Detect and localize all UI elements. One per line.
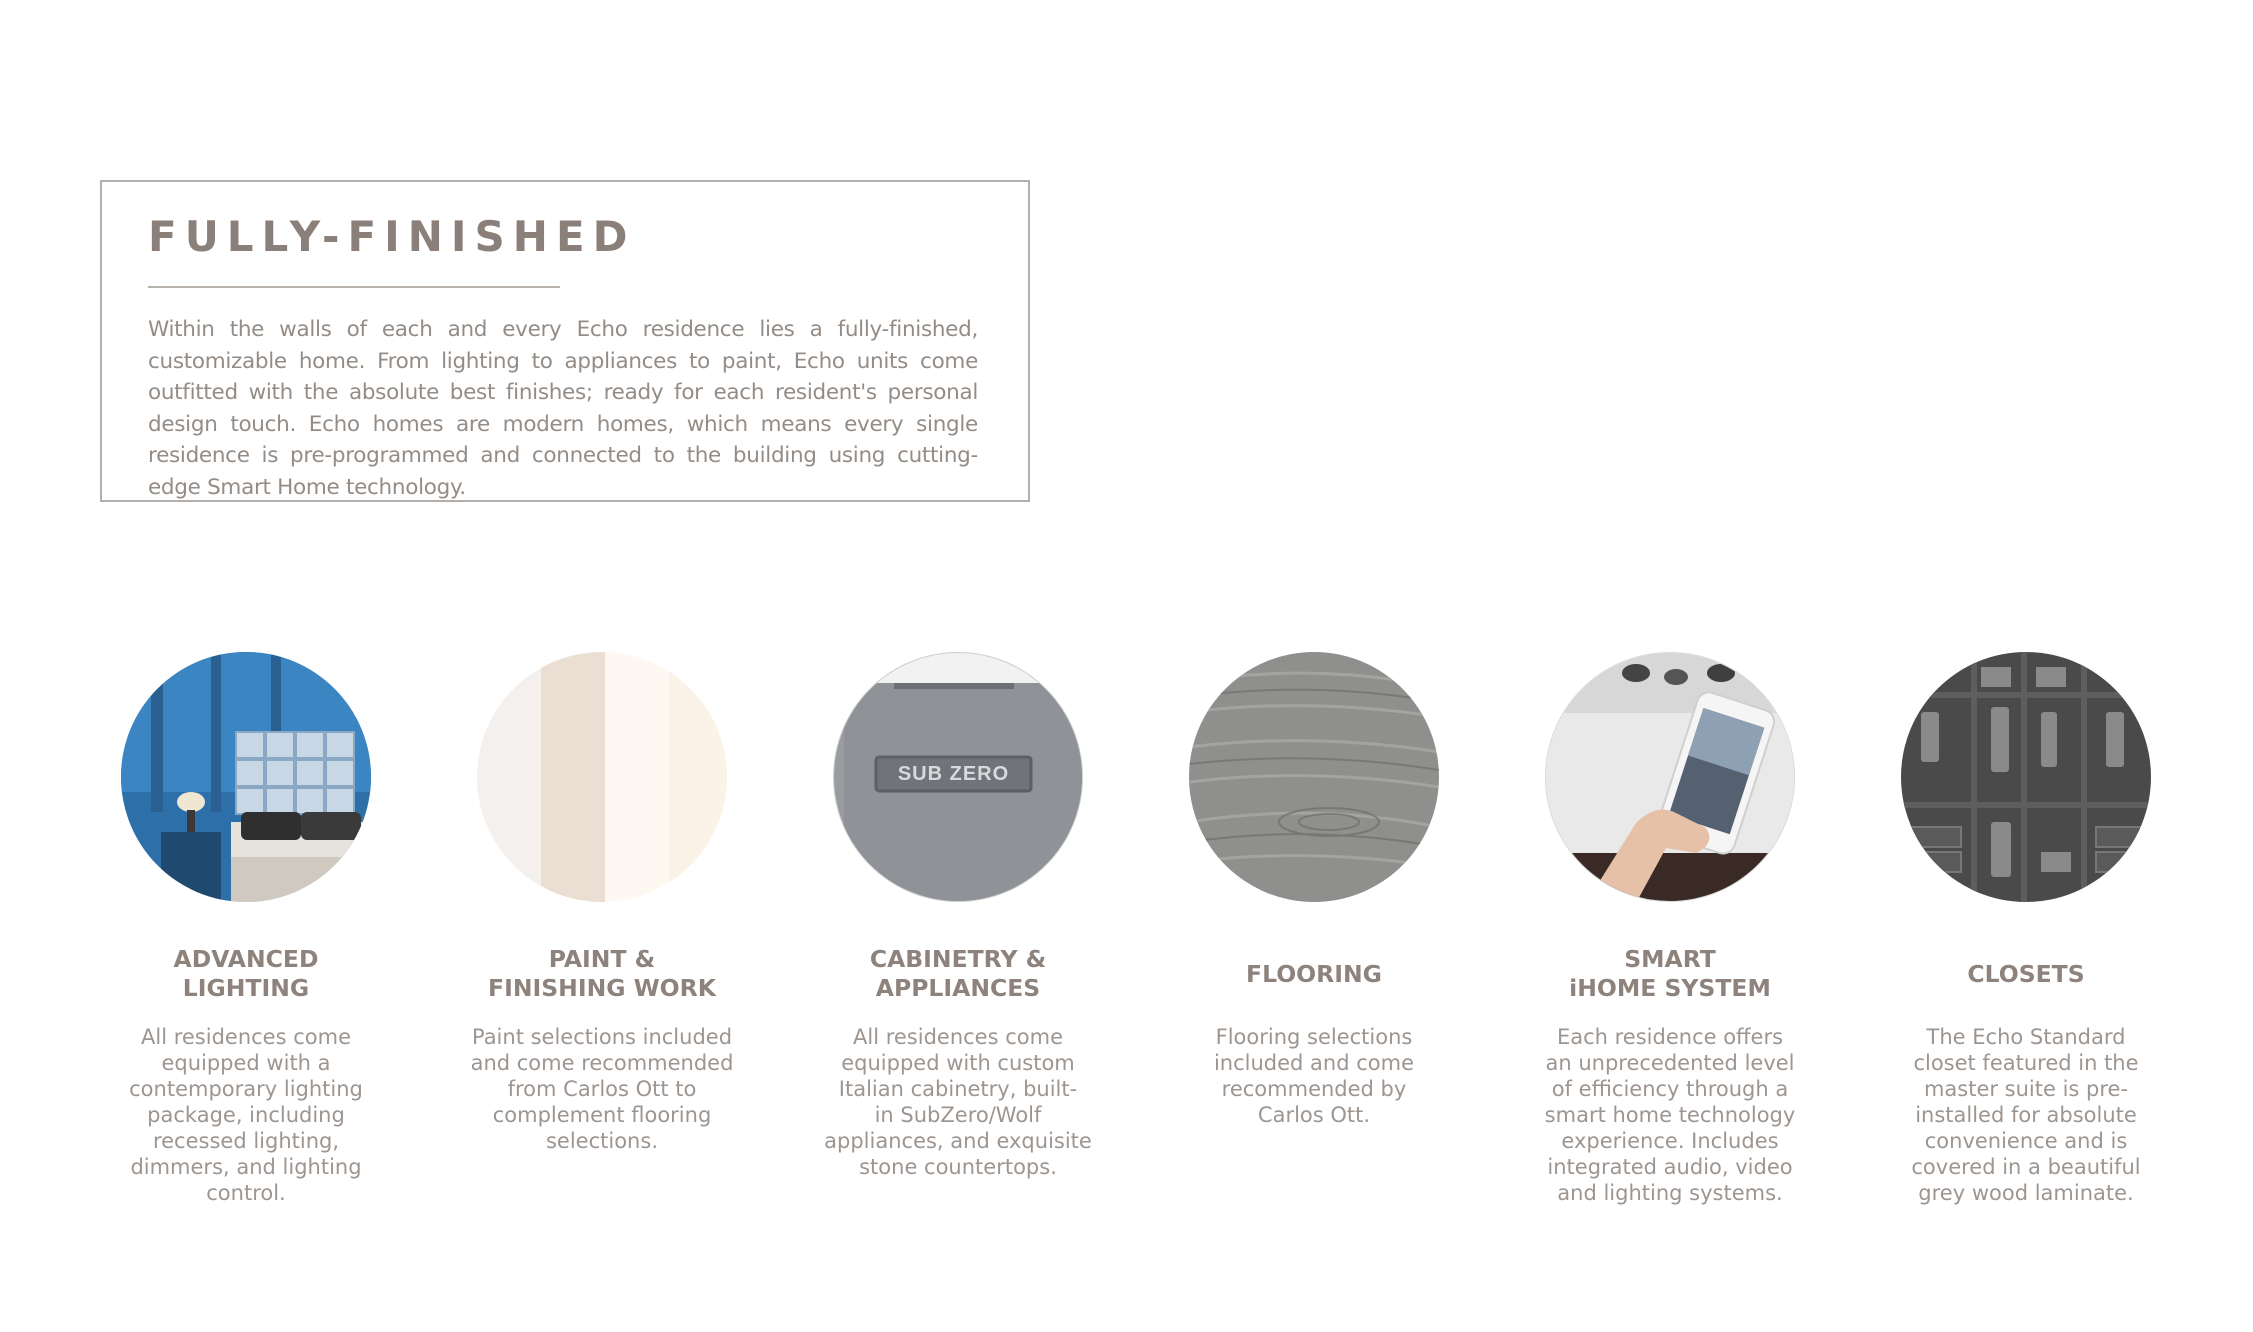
closet-image (1901, 652, 2151, 902)
feature-advanced-lighting (86, 652, 406, 1205)
subzero-appliance-image (833, 652, 1083, 902)
feature-description: All residences come equipped with custom Italian cabinetry, built- in SubZero/Wolf appliances, and exquisite stone countertops. (824, 1025, 1092, 1179)
feature-closets (1866, 652, 2186, 1205)
feature-title: PAINT & FINISHING WORK (488, 945, 716, 1002)
intro-box (100, 180, 1030, 502)
intro-body: Within the walls of each and every Echo residence lies a fully-finished, customizable home. From lighting to appliances to paint, Echo units come outfitted with the absolute best finishes; ready for each resident's personal design touch. Echo homes are modern homes, which means every single residence is pre-programmed and connected to the building using cutting-edge Smart Home technology. (148, 317, 978, 500)
paint-swatches-image (477, 652, 727, 902)
feature-flooring (1154, 652, 1474, 1127)
feature-description: All residences come equipped with a contemporary lighting package, including recessed lighting, dimmers, and lighting control. (129, 1025, 363, 1205)
feature-description: Each residence offers an unprecedented level of efficiency through a smart home technology experience. Includes integrated audio, video and lighting systems. (1544, 1025, 1796, 1205)
feature-cabinetry-appliances (798, 652, 1118, 1179)
wood-floor-image (1189, 652, 1439, 902)
smartphone-image (1545, 652, 1795, 902)
feature-paint-finishing (442, 652, 762, 1153)
feature-title: CLOSETS (1967, 959, 2085, 988)
feature-smart-ihome (1510, 652, 1830, 1205)
lighting-image (121, 652, 371, 902)
feature-title: CABINETRY & APPLIANCES (869, 945, 1047, 1002)
feature-title: ADVANCED LIGHTING (173, 945, 319, 1002)
subzero-badge: SUB ZERO (897, 763, 1010, 785)
feature-description: Flooring selections included and come recommended by Carlos Ott. (1213, 1025, 1415, 1127)
intro-divider (148, 286, 560, 288)
feature-title: FLOORING (1246, 959, 1382, 988)
feature-title: SMART iHOME SYSTEM (1569, 945, 1771, 1002)
feature-description: Paint selections included and come recommended from Carlos Ott to complement flooring selections. (470, 1025, 734, 1153)
feature-description: The Echo Standard closet featured in the master suite is pre- installed for absolute convenience and is covered in a beautiful grey wood laminate. (1911, 1025, 2141, 1205)
intro-title: FULLY-FINISHED (148, 212, 636, 261)
